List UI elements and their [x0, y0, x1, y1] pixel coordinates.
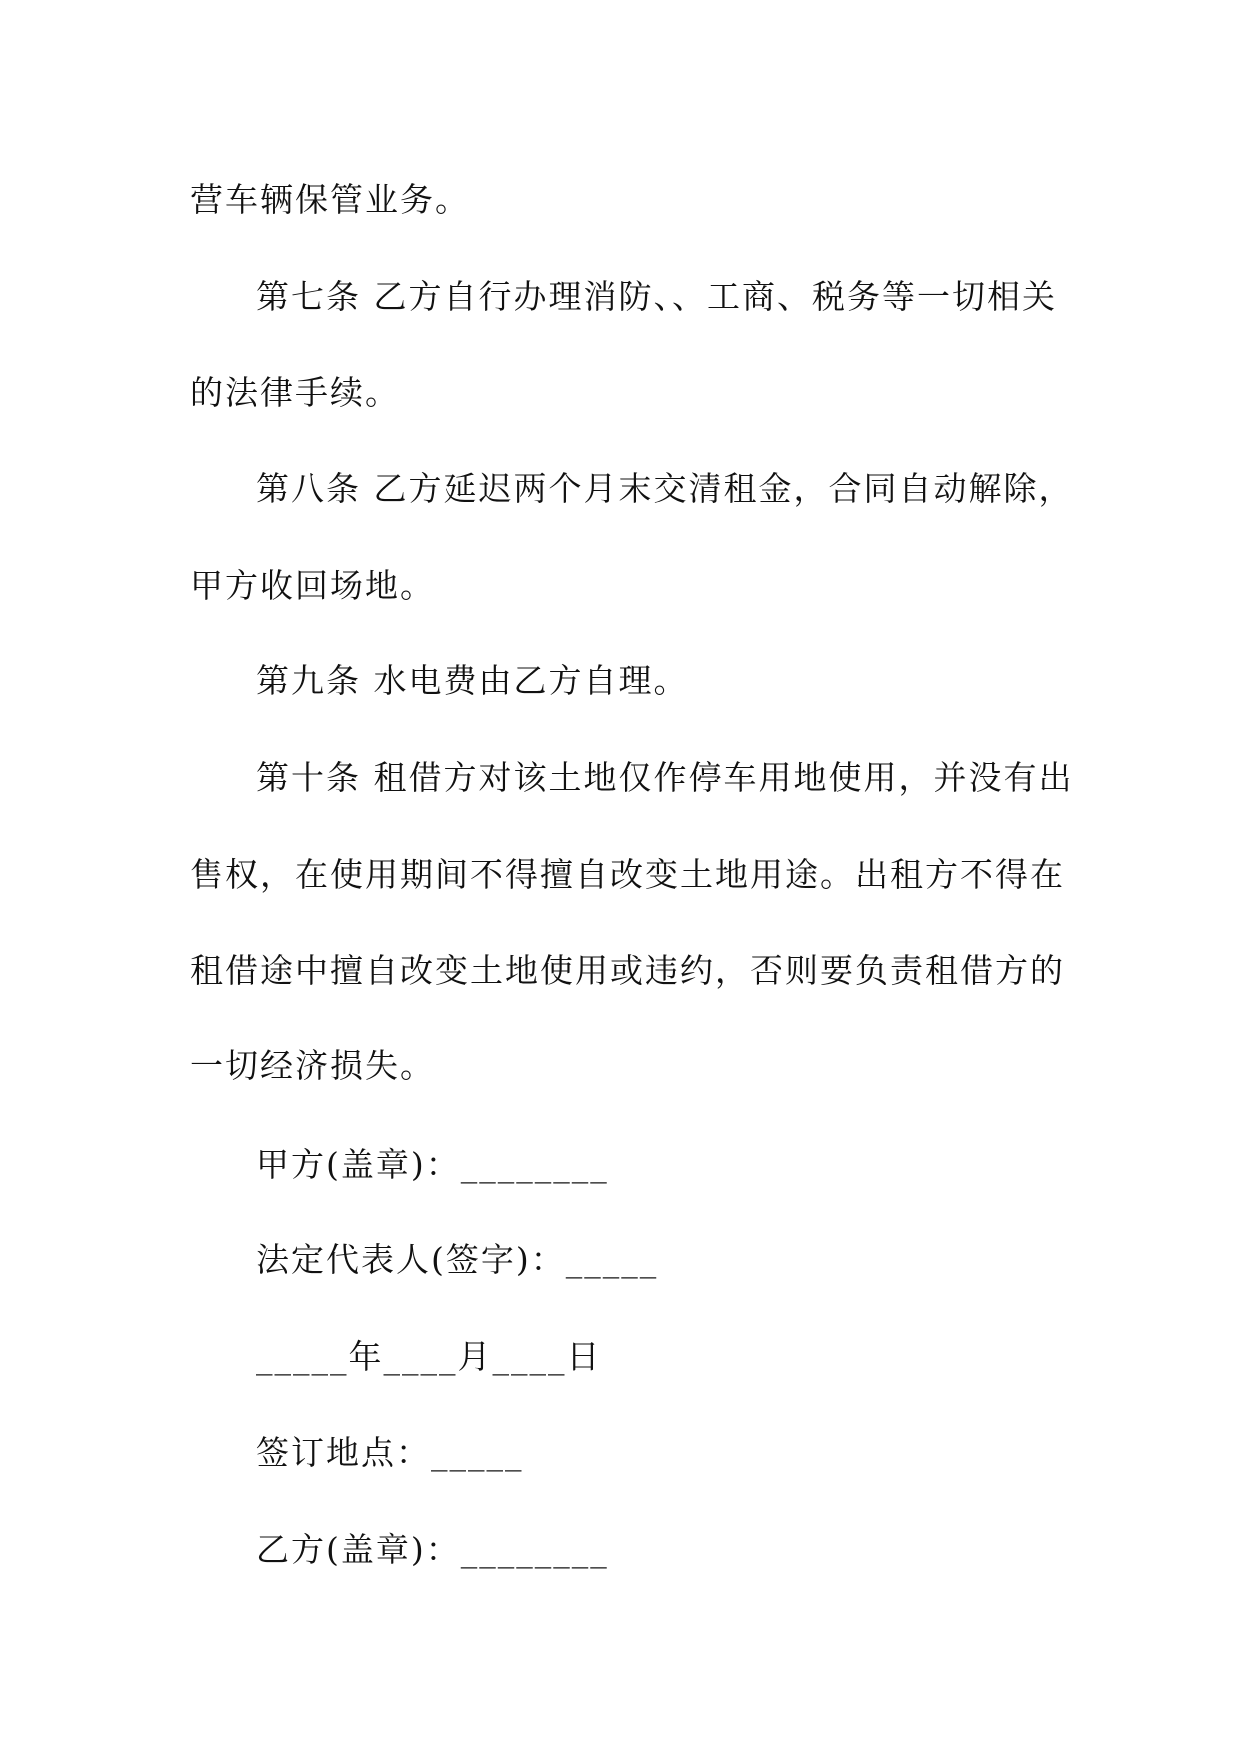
- signing-place: 签订地点：_____: [256, 1433, 524, 1472]
- article-7: 第七条 乙方自行办理消防、、工商、税务等一切相关: [256, 277, 1057, 316]
- text-line: 租借途中擅自改变土地使用或违约，否则要负责租借方的: [190, 951, 1065, 990]
- text-line: 甲方收回场地。: [190, 566, 435, 605]
- text-line: 售权，在使用期间不得擅自改变土地用途。出租方不得在: [190, 855, 1065, 894]
- text-line: 一切经济损失。: [190, 1046, 435, 1085]
- text-line: 营车辆保管业务。: [190, 180, 470, 219]
- party-b-seal: 乙方(盖章)：________: [256, 1530, 609, 1569]
- article-9: 第九条 水电费由乙方自理。: [256, 661, 689, 700]
- text-line: 的法律手续。: [190, 373, 400, 412]
- party-a-seal: 甲方(盖章)：________: [256, 1145, 609, 1184]
- signing-date: _____年____月____日: [256, 1337, 602, 1376]
- legal-representative-signature: 法定代表人(签字)：_____: [256, 1240, 659, 1279]
- article-8: 第八条 乙方延迟两个月末交清租金，合同自动解除，: [256, 469, 1074, 508]
- article-10: 第十条 租借方对该土地仅作停车用地使用，并没有出: [256, 758, 1074, 797]
